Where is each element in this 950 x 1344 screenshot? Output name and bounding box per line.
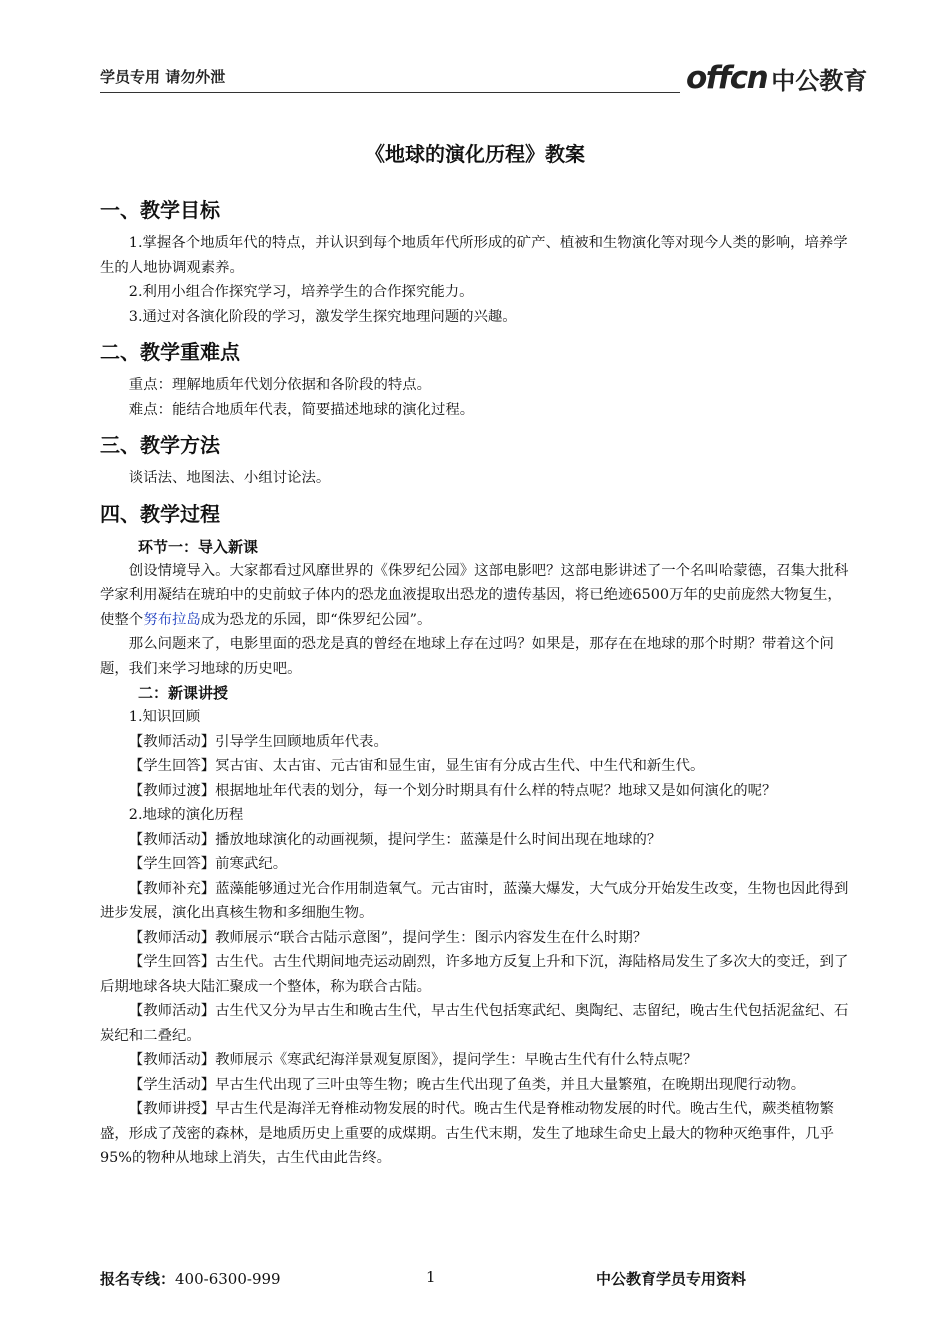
document-title: 《地球的演化历程》教案 [365,142,585,166]
section-heading: 三、教学方法 [100,433,220,457]
section-heading: 一、教学目标 [100,198,220,222]
paragraph: 重点：理解地质年代划分依据和各阶段的特点。 [128,377,432,393]
subsection-heading: 二：新课讲授 [138,684,229,702]
hotline-number: 400-6300-999 [175,1270,281,1288]
paragraph: 【学生回答】古生代。古生代期间地壳运动剧烈，许多地方反复上升和下沉，海陆格局发生了多次大的变迁，到了后期地球各块大陆汇聚成一个整体，称为联合古陆。 [100,954,849,995]
paragraph: 【教师补充】蓝藻能够通过光合作用制造氧气。元古宙时，蓝藻大爆发，大气成分开始发生改变，生物也因此得到进步发展，演化出真核生物和多细胞生物。 [100,880,849,921]
subsection-heading: 环节一：导入新课 [138,537,259,556]
text-run: 成为恐龙的乐园，即“侏罗纪公园”。 [200,611,432,628]
paragraph: 1.知识回顾 [128,709,201,725]
header-confidential-note: 学员专用 请勿外泄 [100,68,226,86]
paragraph: 2.利用小组合作探究学习，培养学生的合作探究能力。 [128,284,474,300]
section-teaching-process [100,500,856,1171]
section-teaching-goals [100,196,856,329]
paragraph: 【教师活动】教师展示“联合古陆示意图”，提问学生：图示内容发生在什么时期？ [128,929,648,946]
section-key-points [100,338,856,422]
text-run: 创设情境导入。大家都看过风靡世界的《侏罗纪公园》这部电影吧？这部电影讲述了一个名叫哈蒙德，召集大批科学家利用凝结在琥珀中的史前蚊子体内的恐龙血液提取出恐龙的遗传基因，将已绝迹6500万年的史前庞然大物复生，使整个 [100,562,849,628]
paragraph: 【学生回答】冥古宙、太古宙、元古宙和显生宙，显生宙有分成古生代、中生代和新生代。 [128,758,705,774]
paragraph: 【教师活动】播放地球演化的动画视频，提问学生：蓝藻是什么时间出现在地球的？ [128,831,662,848]
paragraph: 【教师过渡】根据地址年代表的划分，每一个划分时期具有什么样的特点呢？地球又是如何演化的呢？ [128,782,777,799]
paragraph: 【教师活动】引导学生回顾地质年代表。 [128,733,388,750]
paragraph: 1.掌握各个地质年代的特点，并认识到每个地质年代所形成的矿产、植被和生物演化等对现今人类的影响，培养学生的人地协调观素养。 [100,235,848,276]
header-divider [100,92,680,93]
paragraph: 3.通过对各演化阶段的学习，激发学生探究地理问题的兴趣。 [128,308,517,325]
paragraph: 2.地球的演化历程 [128,807,244,823]
paragraph: 【教师讲授】早古生代是海洋无脊椎动物发展的时代。晚古生代是脊椎动物发展的时代。晚古生代，蕨类植物繁盛，形成了茂密的森林，是地质历史上重要的成煤期。古生代末期，发生了地球生命史上最大的物种灭绝事件，几乎95%的物种从地球上消失，古生代由此告终。 [100,1101,834,1166]
offcn-logo [686,58,867,98]
footer-hotline [100,1268,281,1289]
paragraph: 【教师活动】古生代又分为早古生和晚古生代，早古生代包括寒武纪、奥陶纪、志留纪，晚古生代包括泥盆纪、石炭纪和二叠纪。 [100,1003,849,1044]
document-body [100,196,856,1180]
paragraph: 【教师活动】教师展示《寒武纪海洋景观复原图》，提问学生：早晚古生代有什么特点呢？ [128,1052,698,1068]
paragraph: 难点：能结合地质年代表，简要描述地球的演化过程。 [128,401,475,418]
paragraph [100,559,856,633]
island-link[interactable]: 努布拉岛 [143,611,201,628]
section-heading: 四、教学过程 [100,501,220,526]
hotline-label: 报名专线： [100,1270,176,1288]
logo-wordmark-en: offcn [686,60,768,96]
paragraph: 【学生活动】早古生代出现了三叶虫等生物；晚古生代出现了鱼类，并且大量繁殖，在晚期出现爬行动物。 [128,1076,806,1093]
paragraph: 【学生回答】前寒武纪。 [128,856,288,872]
paragraph: 那么问题来了，电影里面的恐龙是真的曾经在地球上存在过吗？如果是，那存在在地球的那个时期？带着这个问题，我们来学习地球的历史吧。 [100,636,834,677]
footer-material-note: 中公教育学员专用资料 [596,1270,747,1288]
page-number: 1 [426,1268,436,1286]
paragraph: 谈话法、地图法、小组讨论法。 [128,470,331,486]
section-teaching-methods [100,431,856,491]
logo-wordmark-cn: 中公教育 [771,66,868,95]
section-heading: 二、教学重难点 [100,340,240,364]
